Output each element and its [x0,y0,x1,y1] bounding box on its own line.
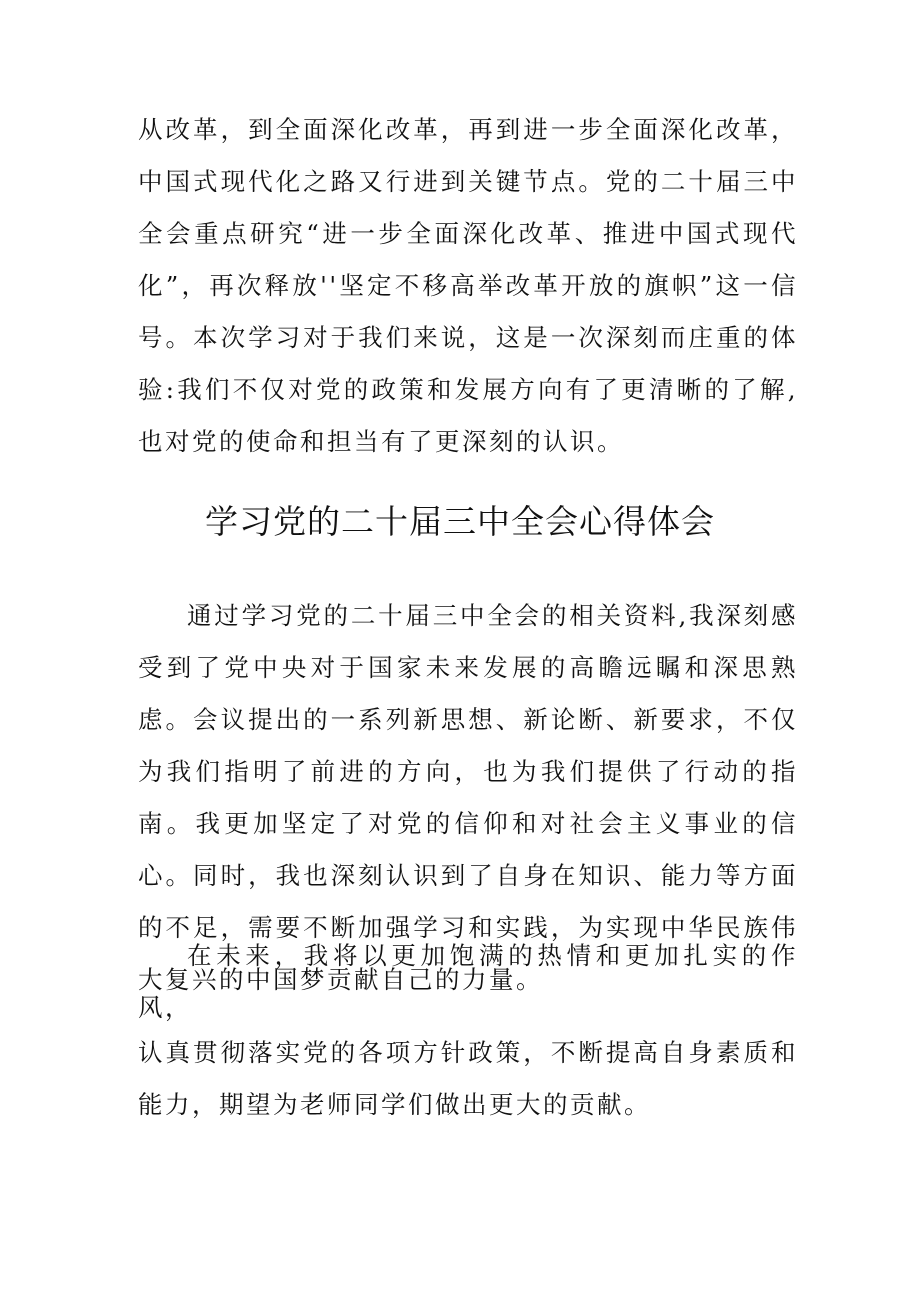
document-title: 学习党的二十届三中全会心得体会 [205,502,715,541]
paragraph-future-start: 在未来，我将以更加饱满的热情和更加扎实的作风， [138,941,798,1022]
paragraph-reflection: 通过学习党的二十届三中全会的相关资料,我深刻感受到了党中央对于国家未来发展的高瞻远瞩和深思熟虑。会议提出的一系列新思想、新论断、新要求，不仅为我们指明了前进的方向，也为我们提供了行动的指南。我更加坚定了对党的信仰和对社会主义事业的信心。同时，我也深刻认识到了自身在知识、能力等方面的不足，需要不断加强学习和实践，为实现中华民族伟大复兴的中国梦贡献自己的力量。 [138,601,798,994]
paragraph-intro: 从改革，到全面深化改革，再到进一步全面深化改革，中国式现代化之路又行进到关键节点。党的二十届三中全会重点研究“进一步全面深化改革、推进中国式现代化”，再次释放''坚定不移高举改革开放的旗帜”这一信号。本次学习对于我们来说，这是一次深刻而庄重的体验:我们不仅对党的政策和发展方向有了更清晰的了解,也对党的使命和担当有了更深刻的认识。 [138,115,798,456]
paragraph-future-end: 认真贯彻落实党的各项方针政策，不断提高自身素质和能力，期望为老师同学们做出更大的贡献。 [138,1038,798,1119]
